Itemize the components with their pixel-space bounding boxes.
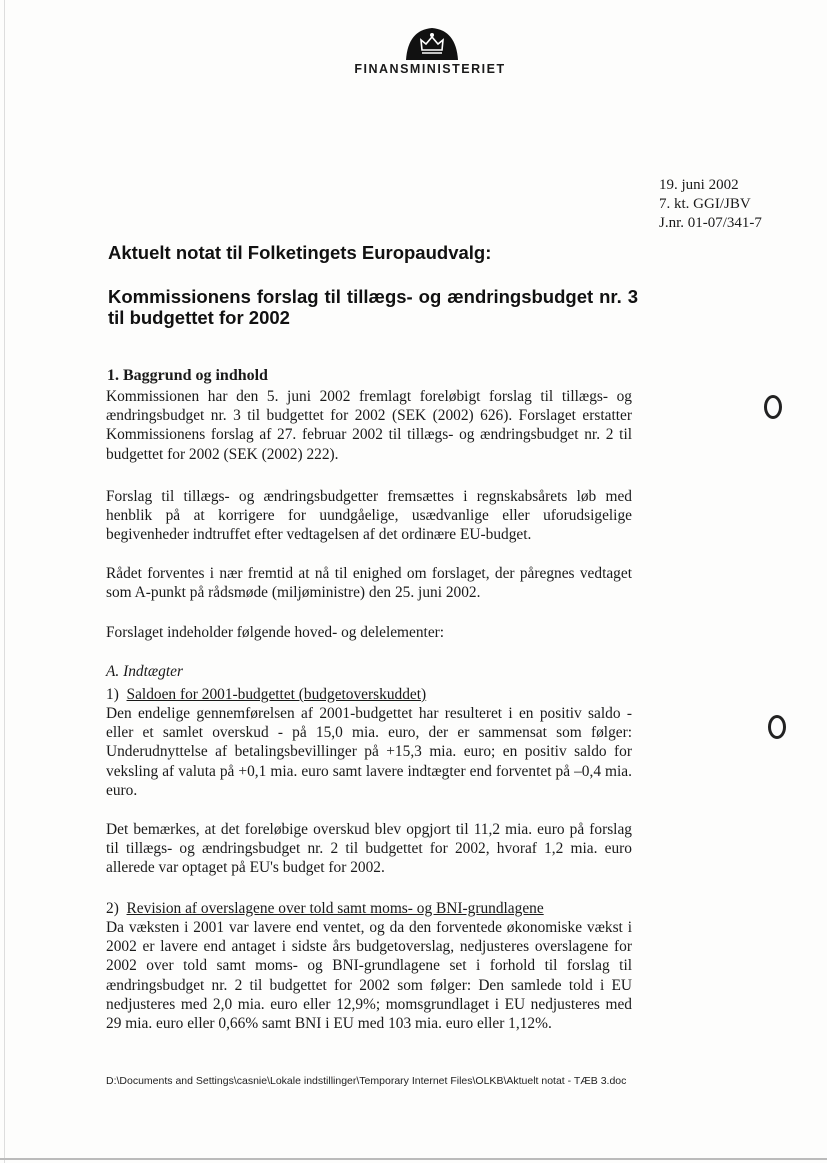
- paragraph-purpose: Forslag til tillægs- og ændringsbudgetter fremsættes i regnskabsårets løb med henblik på at korrigere for uundgåelige, usædvanlige eller uforudsigelige begivenheder indtruffet efter vedtagelsen af det ordinære EU-budget.: [106, 488, 632, 544]
- item-1-paragraph-2: Det bemærkes, at det foreløbige overskud blev opgjort til 11,2 mia. euro på forslag til tillægs- og ændringsbudget nr. 2 til budgettet for 2002, hvoraf 1,2 mia. euro allerede var optaget på EU's budget for 2002.: [106, 821, 632, 877]
- item-1-heading: [106, 685, 426, 704]
- paragraph-council: Rådet forventes i nær fremtid at nå til enighed om forslaget, der påregnes vedtaget som A-punkt på rådsmøde (miljøministre) den 25. juni 2002.: [106, 565, 632, 602]
- item-2-title: Revision af overslagene over told samt moms- og BNI-grundlagene: [126, 900, 544, 917]
- item-2-heading: [106, 899, 544, 918]
- punch-hole-icon: [768, 715, 786, 739]
- office-reference: 7. kt. GGI/JBV: [659, 196, 751, 212]
- file-path-footer: D:\Documents and Settings\casnie\Lokale indstillinger\Temporary Internet Files\OLKB\Aktuelt notat - TÆB 3.doc: [106, 1075, 627, 1087]
- scan-bottom-edge: [0, 1158, 827, 1160]
- item-1-number: 1): [106, 686, 119, 703]
- notat-heading: Aktuelt notat til Folketingets Europaudvalg:: [108, 242, 492, 263]
- item-2-number: 2): [106, 900, 119, 917]
- punch-hole-icon: [764, 395, 782, 419]
- item-1-title: Saldoen for 2001-budgettet (budgetoverskuddet): [126, 686, 427, 703]
- scan-left-edge: [4, 0, 5, 1163]
- journal-number: J.nr. 01-07/341-7: [659, 215, 762, 231]
- paragraph-elements-intro: Forslaget indeholder følgende hoved- og delelementer:: [106, 624, 445, 641]
- crown-emblem-icon: [404, 26, 460, 60]
- item-2-paragraph: Da væksten i 2001 var lavere end ventet, og da den forventede økonomiske vækst i 2002 er lavere end antaget i sidste års budgetoverslag, nedjusteres overslagene for 2002 over told samt moms- og BNI-grundlagene set i forhold til forslag til ændringsbudget nr. 2 til budgettet for 2002 som følger: Den samlede told i EU nedjusteres med 2,0 mia. euro eller 12,9%; momsgrundlaget i EU nedjusteres med 29 mia. euro eller 0,66% samt BNI i EU med 103 mia. euro eller 1,12%.: [106, 919, 632, 1033]
- section-heading: 1. Baggrund og indhold: [107, 367, 268, 384]
- item-1-paragraph-1: Den endelige gennemførelsen af 2001-budgettet har resulteret i en positiv saldo - eller et samlet overskud - på 15,0 mia. euro, der er sammensat som følger: Underudnyttelse af betalingsbevillinger på +15,3 mia. euro; en positiv saldo for veksling af valuta på +0,1 mia. euro samt lavere indtægter end forventet på –0,4 mia. euro.: [106, 705, 632, 799]
- document-title: Kommissionens forslag til tillægs- og ændringsbudget nr. 3 til budgettet for 2002: [108, 286, 638, 328]
- ministry-name: FINANSMINISTERIET: [354, 62, 506, 76]
- paragraph-background: Kommissionen har den 5. juni 2002 fremlagt foreløbigt forslag til tillægs- og ændringsbudget nr. 3 til budgettet for 2002 (SEK (2002) 626). Forslaget erstatter Kommissionens forslag af 27. februar 2002 til tillægs- og ændringsbudget nr. 2 til budgettet for 2002 (SEK (2002) 222).: [106, 388, 632, 463]
- document-meta: [659, 176, 762, 233]
- document-date: 19. juni 2002: [659, 177, 739, 193]
- part-a-label: A. Indtægter: [106, 663, 183, 680]
